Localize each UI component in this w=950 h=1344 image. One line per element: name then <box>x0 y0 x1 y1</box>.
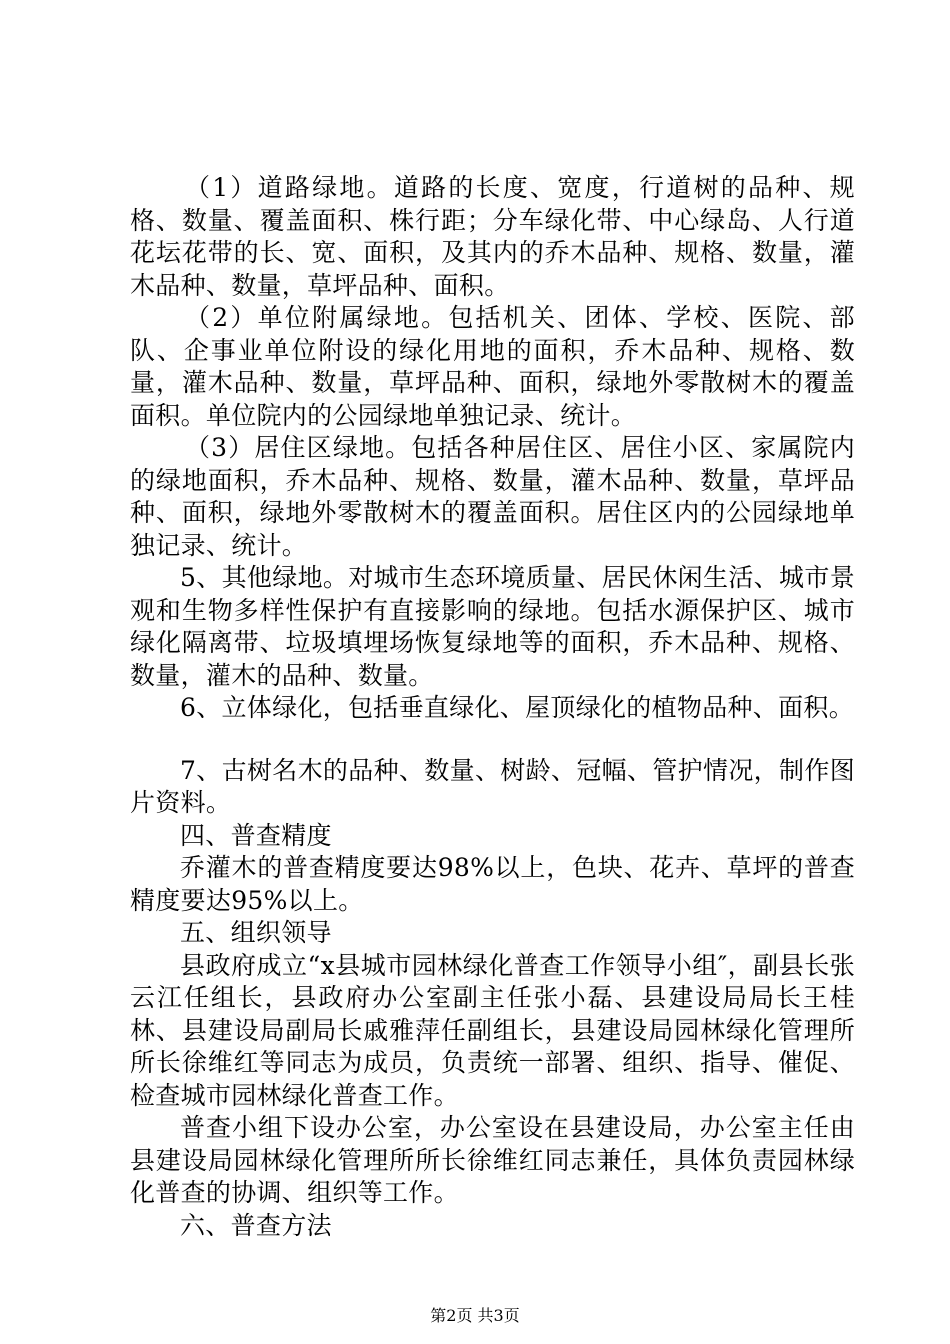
paragraph-residential-greenland: （3）居住区绿地。包括各种居住区、居住小区、家属院内的绿地面积，乔木品种、规格、数量，灌木品种、数量，草坪品种、面积，绿地外零散树木的覆盖面积。居住区内的公园绿地单独记录、统计。 <box>130 433 855 560</box>
paragraph-gap <box>130 725 855 755</box>
paragraph-unit-greenland: （2）单位附属绿地。包括机关、团体、学校、医院、部队、企事业单位附设的绿化用地的面积，乔木品种、规格、数量，灌木品种、数量，草坪品种、面积，绿地外零散树木的覆盖面积。单位院内的公园绿地单独记录、统计。 <box>130 303 855 430</box>
page-number-footer: 第2页 共3页 <box>430 1306 520 1325</box>
section-heading-method: 六、普查方法 <box>180 1210 332 1240</box>
paragraph-ancient-trees: 7、古树名木的品种、数量、树龄、冠幅、管护情况，制作图片资料。 <box>130 755 855 817</box>
section-heading-accuracy: 四、普查精度 <box>180 820 332 850</box>
paragraph-accuracy: 乔灌木的普查精度要达98%以上，色块、花卉、草坪的普查精度要达95%以上。 <box>130 853 855 915</box>
paragraph-vertical-greening: 6、立体绿化，包括垂直绿化、屋顶绿化的植物品种、面积。 <box>180 693 855 722</box>
paragraph-office: 普查小组下设办公室，办公室设在县建设局，办公室主任由县建设局园林绿化管理所所长徐维红同志兼任，具体负责园林绿化普查的协调、组织等工作。 <box>130 1113 855 1207</box>
paragraph-leadership-group: 县政府成立“x县城市园林绿化普查工作领导小组″，副县长张云江任组长，县政府办公室副主任张小磊、县建设局局长王桂林、县建设局副局长戚雅萍任副组长，县建设局园林绿化管理所所长徐维红等同志为成员，负责统一部署、组织、指导、催促、检查城市园林绿化普查工作。 <box>130 950 855 1110</box>
paragraph-road-greenland: （1）道路绿地。道路的长度、宽度，行道树的品种、规格、数量、覆盖面积、株行距；分车绿化带、中心绿岛、人行道花坛花带的长、宽、面积，及其内的乔木品种、规格、数量，灌木品种、数量，草坪品种、面积。 <box>130 173 855 300</box>
document-body <box>130 172 855 1242</box>
paragraph-other-greenland: 5、其他绿地。对城市生态环境质量、居民休闲生活、城市景观和生物多样性保护有直接影响的绿地。包括水源保护区、城市绿化隔离带、垃圾填埋场恢复绿地等的面积，乔木品种、规格、数量，灌木的品种、数量。 <box>130 563 855 690</box>
section-heading-leadership: 五、组织领导 <box>180 918 332 947</box>
